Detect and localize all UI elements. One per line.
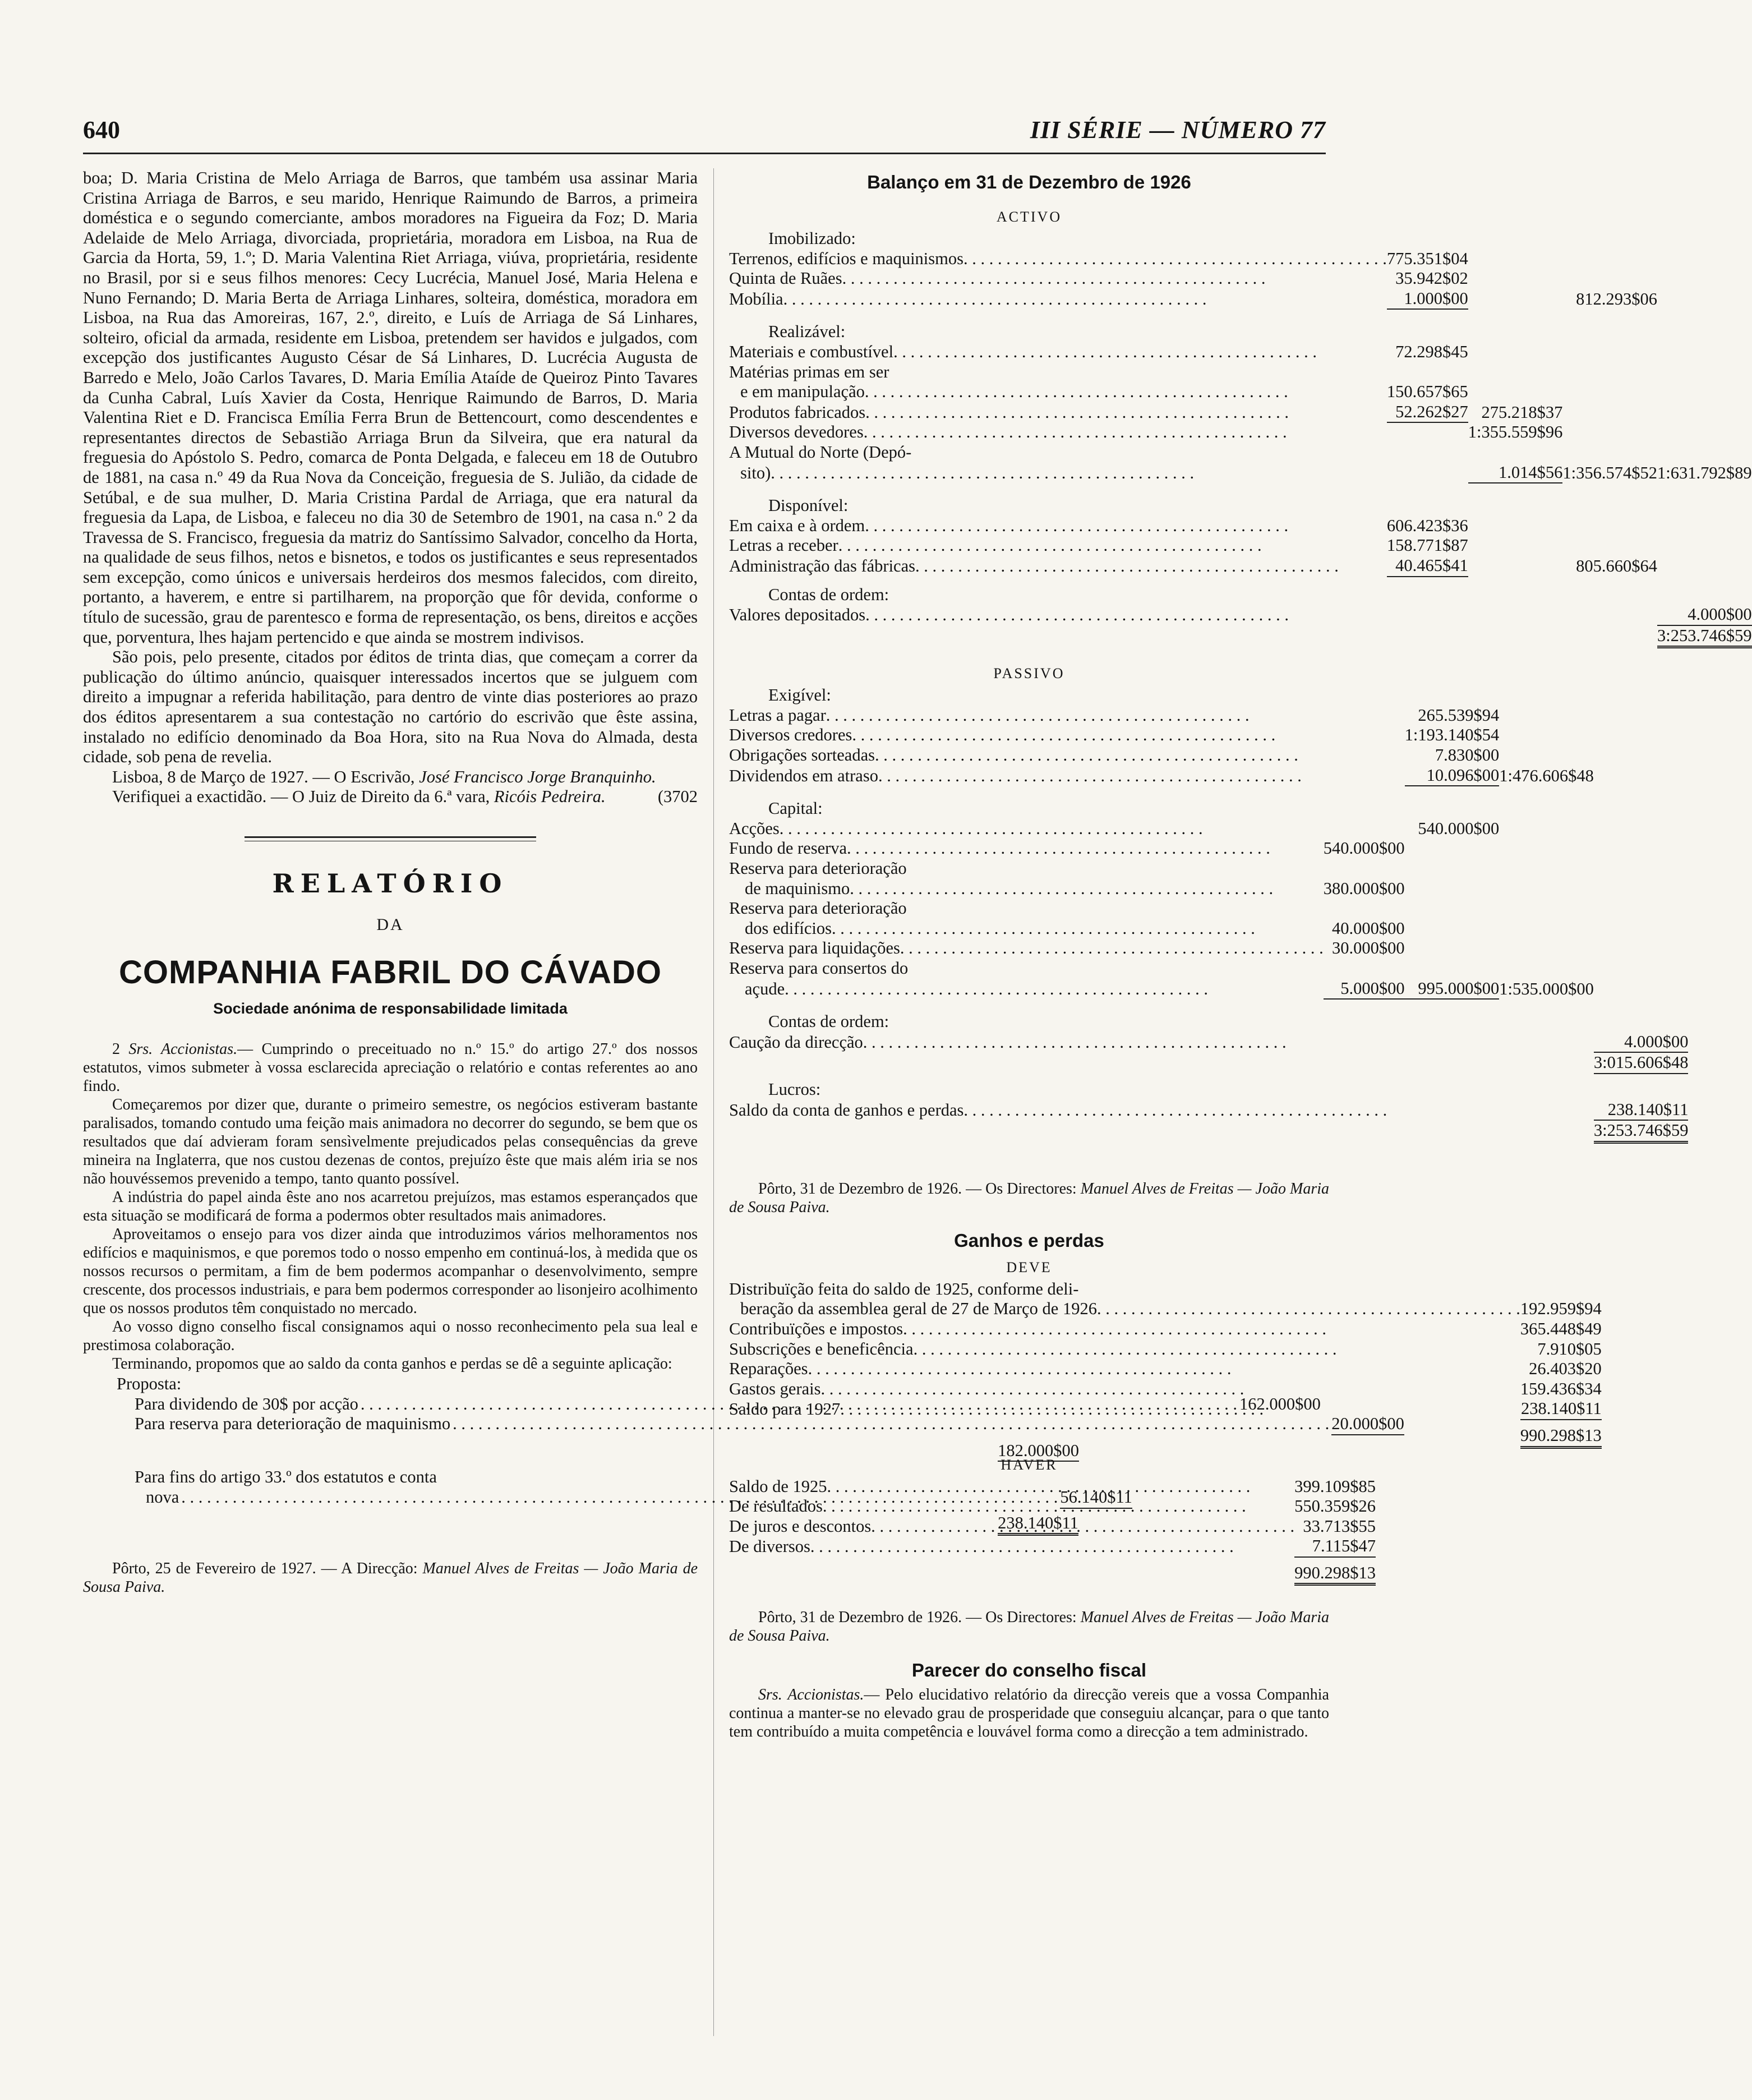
- group-label: Contas de ordem:: [768, 1012, 889, 1031]
- table-row: Distribuïção feita do saldo de 1925, conforme deli-: [729, 1279, 1079, 1298]
- passivo-total-row: 3:253.746$59: [729, 1120, 1688, 1142]
- subtotal-row: 3:015.606$48: [729, 1052, 1688, 1074]
- parecer-title: Parecer do conselho fiscal: [911, 1660, 1147, 1681]
- table-row: Reserva para liquidações . . . 30.000$00: [729, 938, 1688, 959]
- table-row: De diversos . . . 7.115$47: [729, 1536, 1376, 1557]
- table-row: Caução da direcção . . . 4.000$00: [729, 1032, 1688, 1053]
- company-subtitle: Sociedade anónima de responsabilidade limitada: [213, 1000, 568, 1017]
- table-row: Letras a pagar . . . 265.539$94: [729, 706, 1688, 726]
- header-rule: [83, 153, 1326, 154]
- table-row: dos edifícios . . . 40.000$00: [729, 919, 1688, 939]
- page-number: 640: [83, 116, 120, 144]
- report-title: RELATÓRIO: [272, 868, 509, 899]
- group-label: Disponível:: [768, 496, 849, 515]
- group-label: Contas de ordem:: [768, 584, 889, 604]
- proposal-line: Para reserva para deterioração de maquinismo . . . 20.000$00: [117, 1414, 675, 1435]
- notice-reference: (3702: [657, 787, 698, 807]
- group-label: Exigível:: [768, 685, 831, 705]
- group-label: Realizável:: [768, 322, 846, 342]
- activo-label: ACTIVO: [996, 209, 1062, 225]
- company-name: COMPANHIA FABRIL DO CÁVADO: [119, 954, 662, 991]
- table-row: De resultados . . . 550.359$26: [729, 1496, 1376, 1517]
- table-row: sito) . . . 1.014$56 1:356.574$52 1:631.792$89: [729, 463, 1752, 483]
- page-header: [83, 116, 1326, 149]
- group-label: Capital:: [768, 799, 823, 818]
- deve-label: DEVE: [1006, 1259, 1052, 1275]
- table-row: Acções . . . 540.000$00: [729, 819, 1688, 839]
- notice-paragraph: boa; D. Maria Cristina de Melo Arriaga de Barros, que também usa assinar Maria Cristina Arriaga de Barros, e seu marido, Henrique Raimundo de Barros, a primeira doméstica e o segundo comerciante, ambos moradores na Figueira da Foz; D. Maria Adelaide de Melo Arriaga, divorciada, proprietária, moradora em Lisboa, na Rua de Garcia da Horta, 59, 1.º; D. Maria Valentina Riet Arriaga, viúva, proprietária, residente no Brasil, por si e seus filhos menores: Cecy Lucrécia, Manuel José, Maria Helena e Nuno Fernando; D. Maria Berta de Arriaga Linhares, solteira, doméstica, moradora em Lisboa, na Rua das Amoreiras, 167, 2.º, direito, e Luís de Arriaga de Sá Linhares, solteiro, oficial da armada, residente em Lisboa, pretendem ser havidos e julgados, com excepção dos justificantes Augusto César de Sá Linhares, D. Lucrécia Augusta de Barredo e Melo, João Carlos Tavares, D. Maria Emília Ataíde de Queiroz Pinto Tavares da Cunha Cabral, Luís Xavier da Costa, Henrique Raimundo de Barros, D. Maria Valentina Riet e D. Francisca Emília Ferra Brun de Bettencourt, como descendentes e representantes directos de Sebastião Arriaga Brun da Silveira, que era natural da freguesia do Apóstolo S. Pedro, comarca de Ponta Delgada, e faleceu em 18 de Outubro de 1881, na casa n.º 49 da Rua Nova da Conceição, freguesia de S. Julião, da cidade de Setúbal, e de sua mulher, D. Maria Cristina Pardal de Arriaga, que era natural da freguesia da Lapa, de Lisboa, e faleceu no dia 30 de Setembro de 1901, na casa n.º 2 da Travessa de S. Francisco, freguesia da matriz do Santíssimo Salvador, concelho da Horta, na qualidade de seus filhos, netos e bisnetos, e todos os justificantes e seus representados sem excepção, como únicos e universais herdeiros dos mesmos falecidos, com direito, portanto, a haverem, e entre si partilharem, na proporção que fôr devida, conforme o título de sucessão, grau de parentesco e forma de representação, os bens, direitos e acções que, porventura, lhes hajam pertencido e que ainda se mostrem indivisos.: [83, 168, 698, 647]
- table-row: Materiais e combustível . . . 72.298$45: [729, 342, 1752, 362]
- table-row: Gastos gerais . . . 159.436$34: [729, 1379, 1602, 1399]
- table-row: açude . . . 5.000$00 995.000$00 1:535.000$00: [729, 979, 1688, 1000]
- clerk-name: José Francisco Jorge Branquinho.: [419, 767, 656, 786]
- haver-total-row: 990.298$13: [729, 1563, 1376, 1585]
- balance-title: Balanço em 31 de Dezembro de 1926: [867, 172, 1191, 192]
- proposal-article-value: nova . . . 56.140$11: [117, 1488, 675, 1509]
- table-row: A Mutual do Norte (Depó-: [729, 442, 912, 462]
- gp-title: Ganhos e perdas: [954, 1229, 1104, 1251]
- report-paragraph: Aproveitamos o ensejo para vos dizer ainda que introduzimos vários melhoramentos nos edifícios e maquinismos, e que poremos todo o nosso empenho em continuá-los, à medida que os nossos recursos o permitam, a fim de bem podermos acompanhar o desenvolvimento, sempre crescente, dos processos industriais, e para bem podermos corresponder ao lisonjeiro acolhimento que os nossos produtos têm conquistado no mercado.: [83, 1226, 698, 1317]
- gp-deve-table: [729, 1279, 1602, 1449]
- proposal-line: Para dividendo de 30$ por acção . . . 162.000$00: [117, 1394, 675, 1415]
- notice-paragraph: São pois, pelo presente, citados por éditos de trinta dias, que começam a correr da publicação do último anúncio, quaisquer interessados incertos que se julguem com direito a impugnar a referida habilitação, para dentro de vinte dias posteriores ao prazo dos éditos apresentarem a sua contestação no cartório do escrivão que êste assina, instalado no edifício denominado da Boa Hora, sito na Rua Nova do Almada, desta cidade, sob pena de revelia.: [83, 647, 698, 767]
- report-signature: Pôrto, 25 de Fevereiro de 1927. — A Direcção: Manuel Alves de Freitas — João Maria de Sousa Paiva.: [83, 1560, 698, 1596]
- table-row: Quinta de Ruães . . . 35.942$02: [729, 269, 1752, 289]
- table-row: Mobília . . . 1.000$00 812.293$06: [729, 289, 1752, 310]
- judge-name: Ricóis Pedreira.: [494, 787, 606, 807]
- report-paragraph: Terminando, propomos que ao saldo da conta ganhos e perdas se dê a seguinte aplicação:: [112, 1355, 672, 1373]
- table-row: Produtos fabricados . . . 52.262$27 275.218$37: [729, 402, 1752, 423]
- table-row: de maquinismo . . . 380.000$00: [729, 879, 1688, 899]
- table-row: Dividendos em atraso . . . 10.096$00 1:476.606$48: [729, 766, 1688, 786]
- balance-signature: Pôrto, 31 de Dezembro de 1926. — Os Directores: Manuel Alves de Freitas — João Maria de Sousa Paiva.: [729, 1180, 1329, 1216]
- table-row: De juros e descontos . . . 33.713$55: [729, 1517, 1376, 1537]
- gp-signature: Pôrto, 31 de Dezembro de 1926. — Os Directores: Manuel Alves de Freitas — João Maria de Sousa Paiva.: [729, 1609, 1329, 1645]
- table-row: Saldo para 1927 . . . 238.140$11: [729, 1399, 1602, 1420]
- table-row: Terrenos, edifícios e maquinismos . . . 775.351$04: [729, 249, 1752, 269]
- column-divider: [713, 168, 714, 2036]
- table-row: Reserva para deterioração: [729, 859, 907, 878]
- table-row: Letras a receber . . . 158.771$87: [729, 536, 1752, 556]
- table-row: Reserva para deterioração: [729, 899, 907, 918]
- section-rule: [245, 836, 536, 838]
- notice-date: Lisboa, 8 de Março de 1927. — O Escrivão, José Francisco Jorge Branquinho.: [112, 767, 656, 786]
- gp-haver-table: [729, 1477, 1376, 1586]
- table-row: Contribuïções e impostos . . . 365.448$49: [729, 1319, 1602, 1339]
- activo-total-row: 3:253.746$59: [729, 625, 1752, 647]
- report-paragraph: Ao vosso digno conselho fiscal consignamos aqui o nosso reconhecimento pela sua leal e prestimosa colaboração.: [83, 1318, 698, 1354]
- proposal-total: 238.140$11: [117, 1513, 675, 1536]
- imobilizado-label: Imobilizado:: [768, 229, 856, 248]
- table-row: Matérias primas em ser: [729, 362, 889, 381]
- balance-activo-table: [729, 249, 1752, 649]
- proposal-subtotal: 182.000$00: [117, 1441, 675, 1462]
- table-row: Reserva para consertos do: [729, 959, 909, 978]
- passivo-label: PASSIVO: [993, 665, 1065, 682]
- table-row: Em caixa e à ordem . . . 606.423$36: [729, 516, 1752, 536]
- table-row: Obrigações sorteadas . . . 7.830$00: [729, 745, 1688, 766]
- table-row: Reparações . . . 26.403$20: [729, 1359, 1602, 1379]
- proposal-label: Proposta:: [117, 1374, 182, 1393]
- table-row: Fundo de reserva . . . 540.000$00: [729, 839, 1688, 859]
- report-paragraph: Começaremos por dizer que, durante o primeiro semestre, os negócios estiveram bastante paralisados, tomando contudo uma feição mais animadora no decorrer do segundo, se bem que os resultados que daí advieram foram sensìvelmente prejudicados pelas consequências da greve mineira na Inglaterra, que nos custou dezenas de contos, prejuízo êste que mais além iria se nos não houvéssemos prevenido a tempo, tanto quanto possível.: [83, 1096, 698, 1187]
- parecer-paragraph: Srs. Accionistas.— Pelo elucidativo relatório da direcção vereis que a vossa Companhia continua a manter-se no elevado grau de prosperidade que conseguiu alcançar, para o que tanto tem contribuído a muita competência e louvável forma como a direcção a tem administrado.: [729, 1686, 1329, 1741]
- balance-passivo-table: [729, 685, 1688, 1143]
- table-row: beração da assemblea geral de 27 de Março de 1926 . . . 192.959$94: [729, 1299, 1602, 1319]
- table-row: Diversos devedores . . . 1:355.559$96: [729, 422, 1752, 443]
- table-row: e em manipulação . . . 150.657$65: [729, 382, 1752, 402]
- verification: Verifiquei a exactidão. — O Juiz de Direito da 6.ª vara, Ricóis Pedreira. (3702: [112, 787, 698, 807]
- report-paragraph: A indústria do papel ainda êste ano nos acarretou prejuízos, mas estamos esperançados que esta situação se modificará de forma a podermos obter resultados mais animadores.: [83, 1189, 698, 1224]
- table-row: Saldo da conta de ganhos e perdas . . . 238.140$11: [729, 1100, 1688, 1121]
- table-row: Subscrições e beneficência . . . 7.910$05: [729, 1339, 1602, 1360]
- report-paragraph: 2 Srs. Accionistas.— Cumprindo o preceituado no n.º 15.º do artigo 27.º dos nossos estatutos, vimos submeter à vossa esclarecida apreciação o relatório e contas referentes ao ano findo.: [83, 1040, 698, 1095]
- report-da: DA: [376, 915, 404, 934]
- group-label: Lucros:: [768, 1079, 821, 1099]
- series-number: III SÉRIE — NÚMERO 77: [1030, 116, 1326, 144]
- table-row: Diversos credores . . . 1:193.140$54: [729, 725, 1688, 745]
- table-row: Saldo de 1925 . . . 399.109$85: [729, 1477, 1376, 1497]
- table-row: Administração das fábricas . . . 40.465$41 805.660$64: [729, 556, 1752, 577]
- table-row: Valores depositados . . . 4.000$00: [729, 605, 1752, 625]
- haver-label: HAVER: [1001, 1456, 1058, 1473]
- deve-total-row: 990.298$13: [729, 1426, 1602, 1447]
- proposal-article-line: Para fins do artigo 33.º dos estatutos e conta: [135, 1467, 437, 1487]
